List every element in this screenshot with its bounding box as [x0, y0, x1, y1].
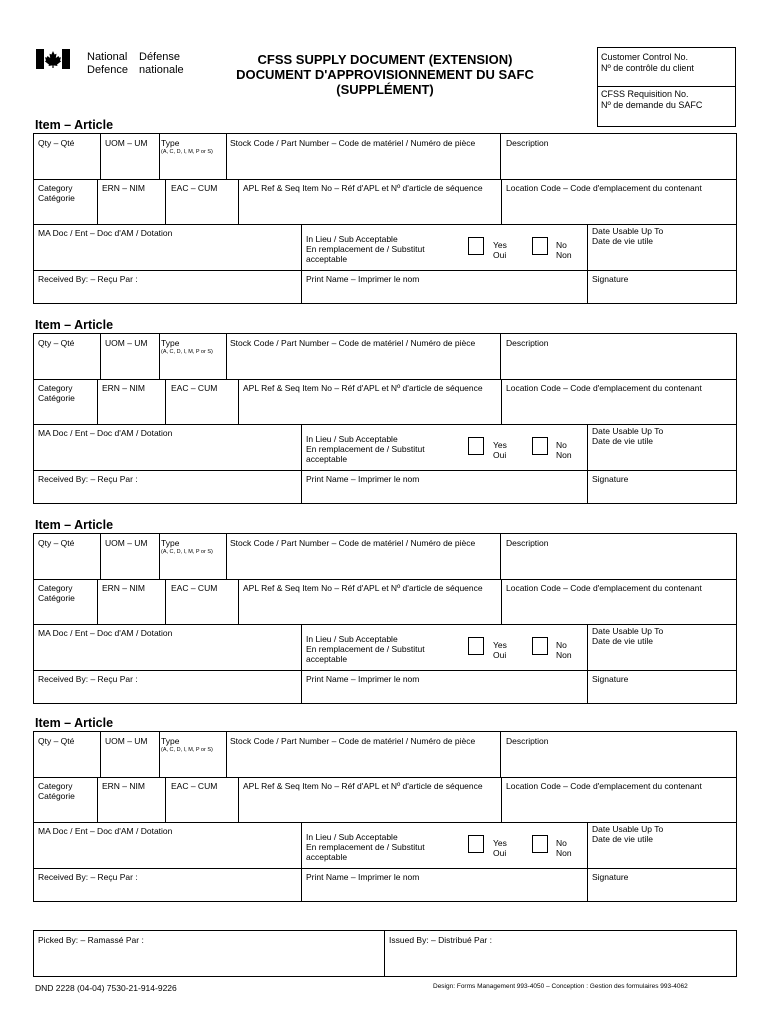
received-by-field[interactable]: Received By: – Reçu Par :	[38, 474, 138, 484]
picked-issued-box	[33, 930, 737, 977]
form-title: CFSS SUPPLY DOCUMENT (EXTENSION) DOCUMENT D'APPROVISIONNEMENT DU SAFC (SUPPLÉMENT)	[236, 52, 534, 97]
ern-field[interactable]: ERN – NIM	[102, 583, 145, 593]
date-usable-field[interactable]: Date Usable Up To Date de vie utile	[592, 824, 664, 844]
dept-english: National Defence	[87, 51, 128, 76]
category-field[interactable]: Category Catégorie	[38, 583, 75, 603]
no-checkbox[interactable]	[532, 637, 548, 655]
ma-doc-field[interactable]: MA Doc / Ent – Doc d'AM / Dotation	[38, 628, 173, 638]
uom-field[interactable]: UOM – UM	[105, 736, 148, 746]
location-code-field[interactable]: Location Code – Code d'emplacement du contenant	[506, 583, 702, 593]
no-label: No Non	[556, 838, 572, 858]
customer-control-field[interactable]: Customer Control No. Nº de contrôle du client	[601, 52, 694, 73]
in-lieu-label: In Lieu / Sub Acceptable En remplacement de / Substitut acceptable	[306, 434, 425, 464]
picked-by-field[interactable]: Picked By: – Ramassé Par :	[38, 935, 144, 945]
stock-code-field[interactable]: Stock Code / Part Number – Code de matériel / Numéro de pièce	[230, 538, 476, 548]
item-title-1: Item – Article	[35, 118, 114, 132]
dept-french: Défense nationale	[139, 51, 184, 76]
qty-field[interactable]: Qty – Qté	[38, 736, 75, 746]
type-field[interactable]: Type	[161, 338, 180, 348]
description-field[interactable]: Description	[506, 538, 549, 548]
ma-doc-field[interactable]: MA Doc / Ent – Doc d'AM / Dotation	[38, 428, 173, 438]
apl-ref-field[interactable]: APL Ref & Seq Item No – Réf d'APL et Nº d'article de séquence	[243, 583, 483, 593]
uom-field[interactable]: UOM – UM	[105, 338, 148, 348]
yes-label: Yes Oui	[493, 838, 507, 858]
signature-field[interactable]: Signature	[592, 474, 629, 484]
item-box-4	[33, 731, 737, 902]
description-field[interactable]: Description	[506, 338, 549, 348]
ma-doc-field[interactable]: MA Doc / Ent – Doc d'AM / Dotation	[38, 228, 173, 238]
in-lieu-label: In Lieu / Sub Acceptable En remplacement de / Substitut acceptable	[306, 634, 425, 664]
eac-field[interactable]: EAC – CUM	[171, 183, 218, 193]
category-field[interactable]: Category Catégorie	[38, 781, 75, 801]
ern-field[interactable]: ERN – NIM	[102, 383, 145, 393]
no-label: No Non	[556, 640, 572, 660]
issued-by-field[interactable]: Issued By: – Distribué Par :	[389, 935, 492, 945]
type-field[interactable]: Type	[161, 736, 180, 746]
control-numbers-box	[597, 47, 736, 127]
category-field[interactable]: Category Catégorie	[38, 183, 75, 203]
date-usable-field[interactable]: Date Usable Up To Date de vie utile	[592, 626, 664, 646]
eac-field[interactable]: EAC – CUM	[171, 583, 218, 593]
ern-field[interactable]: ERN – NIM	[102, 183, 145, 193]
item-title-3: Item – Article	[35, 518, 114, 532]
in-lieu-label: In Lieu / Sub Acceptable En remplacement de / Substitut acceptable	[306, 234, 425, 264]
received-by-field[interactable]: Received By: – Reçu Par :	[38, 872, 138, 882]
ma-doc-field[interactable]: MA Doc / Ent – Doc d'AM / Dotation	[38, 826, 173, 836]
apl-ref-field[interactable]: APL Ref & Seq Item No – Réf d'APL et Nº d'article de séquence	[243, 383, 483, 393]
design-credit: Design: Forms Management 993-4050 – Conception : Gestion des formulaires 993-4062	[433, 983, 688, 990]
print-name-field[interactable]: Print Name – Imprimer le nom	[306, 274, 420, 284]
date-usable-field[interactable]: Date Usable Up To Date de vie utile	[592, 226, 664, 246]
ern-field[interactable]: ERN – NIM	[102, 781, 145, 791]
item-box-2	[33, 333, 737, 504]
stock-code-field[interactable]: Stock Code / Part Number – Code de matériel / Numéro de pièce	[230, 138, 476, 148]
no-checkbox[interactable]	[532, 237, 548, 255]
location-code-field[interactable]: Location Code – Code d'emplacement du contenant	[506, 781, 702, 791]
item-box-3	[33, 533, 737, 704]
item-title-2: Item – Article	[35, 318, 114, 332]
no-checkbox[interactable]	[532, 835, 548, 853]
qty-field[interactable]: Qty – Qté	[38, 338, 75, 348]
stock-code-field[interactable]: Stock Code / Part Number – Code de matériel / Numéro de pièce	[230, 338, 476, 348]
canada-flag-icon	[36, 49, 70, 69]
type-hint: (A, C, D, I, M, P or S)	[161, 149, 213, 155]
type-field[interactable]: Type	[161, 138, 180, 148]
yes-label: Yes Oui	[493, 240, 507, 260]
yes-checkbox[interactable]	[468, 437, 484, 455]
print-name-field[interactable]: Print Name – Imprimer le nom	[306, 474, 420, 484]
yes-checkbox[interactable]	[468, 835, 484, 853]
cfss-requisition-field[interactable]: CFSS Requisition No. Nº de demande du SAFC	[601, 89, 703, 110]
qty-field[interactable]: Qty – Qté	[38, 138, 75, 148]
received-by-field[interactable]: Received By: – Reçu Par :	[38, 674, 138, 684]
no-checkbox[interactable]	[532, 437, 548, 455]
in-lieu-label: In Lieu / Sub Acceptable En remplacement de / Substitut acceptable	[306, 832, 425, 862]
apl-ref-field[interactable]: APL Ref & Seq Item No – Réf d'APL et Nº d'article de séquence	[243, 183, 483, 193]
signature-field[interactable]: Signature	[592, 674, 629, 684]
signature-field[interactable]: Signature	[592, 274, 629, 284]
no-label: No Non	[556, 240, 572, 260]
stock-code-field[interactable]: Stock Code / Part Number – Code de matériel / Numéro de pièce	[230, 736, 476, 746]
eac-field[interactable]: EAC – CUM	[171, 383, 218, 393]
apl-ref-field[interactable]: APL Ref & Seq Item No – Réf d'APL et Nº d'article de séquence	[243, 781, 483, 791]
location-code-field[interactable]: Location Code – Code d'emplacement du contenant	[506, 383, 702, 393]
item-box-1	[33, 133, 737, 304]
type-hint: (A, C, D, I, M, P or S)	[161, 549, 213, 555]
uom-field[interactable]: UOM – UM	[105, 538, 148, 548]
uom-field[interactable]: UOM – UM	[105, 138, 148, 148]
received-by-field[interactable]: Received By: – Reçu Par :	[38, 274, 138, 284]
type-hint: (A, C, D, I, M, P or S)	[161, 349, 213, 355]
item-title-4: Item – Article	[35, 716, 114, 730]
yes-label: Yes Oui	[493, 640, 507, 660]
yes-checkbox[interactable]	[468, 637, 484, 655]
signature-field[interactable]: Signature	[592, 872, 629, 882]
print-name-field[interactable]: Print Name – Imprimer le nom	[306, 872, 420, 882]
type-field[interactable]: Type	[161, 538, 180, 548]
eac-field[interactable]: EAC – CUM	[171, 781, 218, 791]
location-code-field[interactable]: Location Code – Code d'emplacement du contenant	[506, 183, 702, 193]
yes-checkbox[interactable]	[468, 237, 484, 255]
qty-field[interactable]: Qty – Qté	[38, 538, 75, 548]
date-usable-field[interactable]: Date Usable Up To Date de vie utile	[592, 426, 664, 446]
form-number: DND 2228 (04-04) 7530-21-914-9226	[35, 983, 177, 993]
print-name-field[interactable]: Print Name – Imprimer le nom	[306, 674, 420, 684]
no-label: No Non	[556, 440, 572, 460]
yes-label: Yes Oui	[493, 440, 507, 460]
description-field[interactable]: Description	[506, 138, 549, 148]
type-hint: (A, C, D, I, M, P or S)	[161, 747, 213, 753]
description-field[interactable]: Description	[506, 736, 549, 746]
category-field[interactable]: Category Catégorie	[38, 383, 75, 403]
